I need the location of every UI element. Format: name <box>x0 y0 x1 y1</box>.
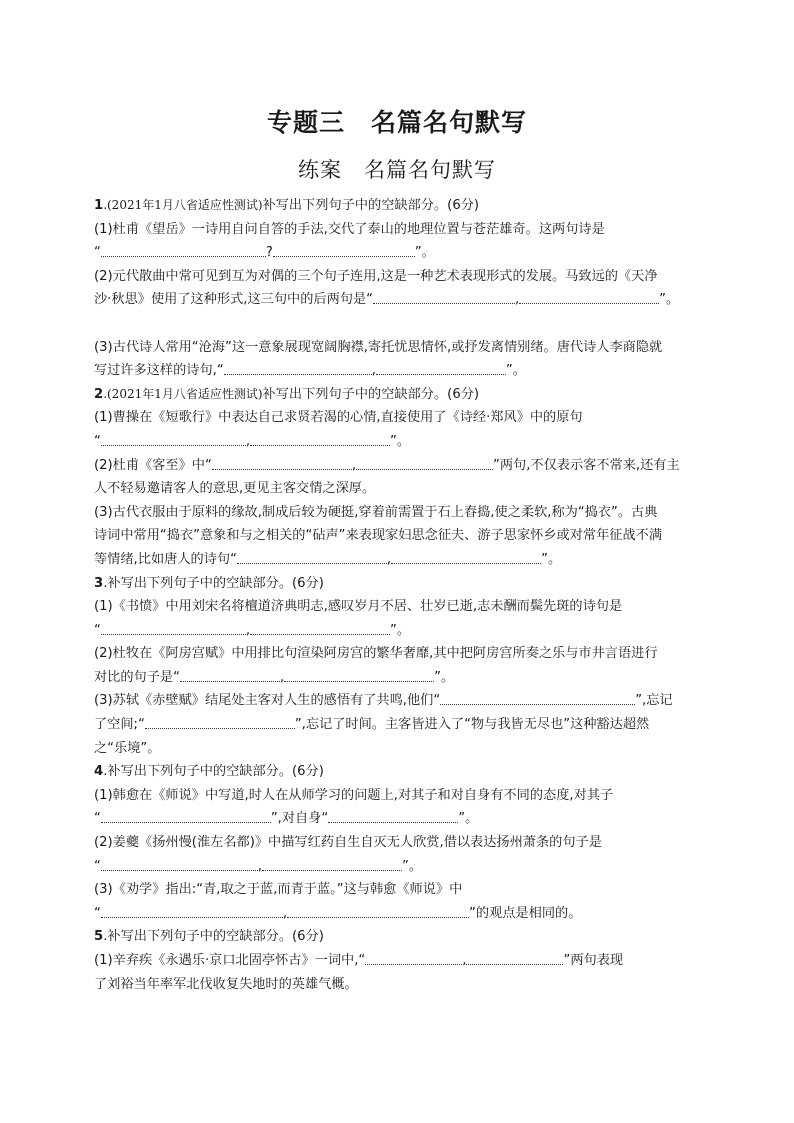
question-stem: .补写出下列句子中的空缺部分。(6分) <box>103 764 324 780</box>
answer-blank[interactable] <box>287 904 469 918</box>
punctuation: , <box>514 292 520 308</box>
answer-blank[interactable] <box>250 621 390 635</box>
quote-mark: “ <box>94 811 101 827</box>
question-text: 写过许多这样的诗句,“ <box>94 363 224 379</box>
question-text: 等情绪,比如唐人的诗句“ <box>94 551 237 567</box>
question-1-header <box>94 194 714 218</box>
question-text: ”,忘记 <box>635 693 673 709</box>
answer-blank[interactable] <box>101 432 246 446</box>
answer-blank[interactable] <box>101 857 258 871</box>
punctuation: , <box>386 551 392 567</box>
exercise-body <box>94 194 714 996</box>
question-text: 了刘裕当年率军北伐收复失地时的英雄气概。 <box>94 976 358 992</box>
answer-blank[interactable] <box>466 951 563 965</box>
answer-blank[interactable] <box>145 715 295 729</box>
punctuation: ”。 <box>659 292 680 308</box>
punctuation: ”。 <box>414 245 435 261</box>
punctuation: , <box>351 457 357 473</box>
question-text: 沙·秋思》使用了这种形式,这三句中的后两句是“ <box>94 292 373 308</box>
punctuation: ? <box>265 245 273 261</box>
question-text: (1)《书愤》中用刘宋名将檀道济典明志,感叹岁月不居、壮岁已逝,志未酬而鬓先斑的诗句是 <box>94 599 623 615</box>
answer-blank[interactable] <box>180 668 280 682</box>
page-subtitle: 练案 名篇名句默写 <box>298 158 496 182</box>
question-text: (3)苏轼《赤壁赋》结尾处主客对人生的感悟有了共鸣,他们“ <box>94 693 441 709</box>
question-number: 1 <box>94 198 104 213</box>
punctuation: , <box>279 669 285 685</box>
punctuation: ”。 <box>541 551 562 567</box>
answer-blank[interactable] <box>273 243 415 257</box>
question-stem: .补写出下列句子中的空缺部分。(6分) <box>103 575 324 591</box>
answer-blank[interactable] <box>284 668 434 682</box>
page-title: 专题三 名篇名句默写 <box>266 108 527 137</box>
question-text: (1)韩愈在《师说》中写道,时人在从师学习的问题上,对其子和对自身有不同的态度,对其子 <box>94 787 614 803</box>
punctuation: ”。 <box>505 363 526 379</box>
punctuation: ”。 <box>390 433 411 449</box>
question-text: ”的观点是相同的。 <box>469 905 582 921</box>
question-4-header <box>94 760 714 784</box>
answer-blank[interactable] <box>224 361 372 375</box>
punctuation: , <box>282 905 288 921</box>
question-number: 4 <box>94 764 104 780</box>
question-2-header <box>94 383 714 407</box>
punctuation: , <box>257 858 263 874</box>
question-text: (3)《劝学》指出:“青,取之于蓝,而青于蓝。”这与韩愈《师说》中 <box>94 882 463 898</box>
question-text: (1)杜甫《望岳》一诗用自问自答的手法,交代了泰山的地理位置与苍茫雄奇。这两句诗是 <box>94 221 605 237</box>
answer-blank[interactable] <box>391 550 541 564</box>
question-text: ”两句,不仅表示客不常来,还有主 <box>493 457 680 473</box>
question-source: .(2021年1月八省适应性测试) <box>103 386 263 401</box>
punctuation: ”。 <box>458 811 479 827</box>
punctuation: , <box>371 363 376 379</box>
question-text: (3)古代衣服由于原料的缘故,制成后较为硬挺,穿着前需置于石上舂捣,使之柔软,称为“捣衣”。古典 <box>94 504 658 520</box>
question-stem: .补写出下列句子中的空缺部分。(6分) <box>103 929 324 945</box>
punctuation: ”。 <box>402 858 423 874</box>
question-number: 5 <box>94 929 104 945</box>
answer-blank[interactable] <box>440 691 635 705</box>
punctuation: ”。 <box>390 622 411 638</box>
question-text: (2)杜甫《客至》中“ <box>94 457 212 473</box>
question-stem: 补写出下列句子中的空缺部分。(6分) <box>262 198 480 213</box>
punctuation: , <box>245 622 251 638</box>
question-text: ”,忘记了时间。主客皆进入了“物与我皆无尽也”这种豁达超然 <box>294 717 650 733</box>
question-source: .(2021年1月八省适应性测试) <box>103 198 263 212</box>
answer-blank[interactable] <box>212 456 352 470</box>
answer-blank[interactable] <box>519 290 659 304</box>
answer-blank[interactable] <box>101 904 283 918</box>
question-3-header <box>94 572 714 596</box>
answer-blank[interactable] <box>365 951 462 965</box>
question-5-header <box>94 925 714 949</box>
question-text: (2)元代散曲中常可见到互为对偶的三个句子连用,这是一种艺术表现形式的发展。马致远的《天净 <box>94 268 658 284</box>
answer-blank[interactable] <box>356 456 493 470</box>
question-text: 诗词中常用“捣衣”意象和与之相关的“砧声”来表现家妇思念征夫、游子思家怀乡或对常年征战不满 <box>94 528 663 544</box>
question-text: 对比的句子是“ <box>94 669 180 685</box>
quote-mark: “ <box>94 858 101 874</box>
answer-blank[interactable] <box>101 243 266 257</box>
punctuation: , <box>245 433 251 449</box>
question-text: ”,对自身“ <box>270 811 329 827</box>
answer-blank[interactable] <box>101 621 246 635</box>
quote-mark: “ <box>94 905 101 921</box>
answer-blank[interactable] <box>101 809 271 823</box>
answer-blank[interactable] <box>328 809 458 823</box>
question-text: 人不轻易邀请客人的意思,更见主客交情之深厚。 <box>94 481 376 497</box>
question-number: 3 <box>94 575 104 591</box>
question-number: 2 <box>94 386 104 402</box>
quote-mark: “ <box>94 433 101 449</box>
question-text: (3)古代诗人常用“沧海”这一意象展现宽阔胸襟,寄托忧思情怀,或抒发离情别绪。唐代诗人李商隐就 <box>94 339 663 355</box>
question-text: (1)曹操在《短歌行》中表达自己求贤若渴的心情,直接使用了《诗经·郑风》中的原句 <box>94 410 583 426</box>
quote-mark: “ <box>94 245 101 261</box>
answer-blank[interactable] <box>250 432 390 446</box>
quote-mark: “ <box>94 622 101 638</box>
answer-blank[interactable] <box>373 290 515 304</box>
punctuation: ”。 <box>434 669 455 685</box>
question-text: 了空间;“ <box>94 717 145 733</box>
punctuation: , <box>462 953 467 968</box>
question-stem: 补写出下列句子中的空缺部分。(6分) <box>262 386 480 402</box>
question-text: ”两句表现 <box>563 953 624 968</box>
question-text: (2)杜牧在《阿房宫赋》中用排比句渲染阿房宫的繁华奢靡,其中把阿房宫所奏之乐与市井言语进行 <box>94 646 658 662</box>
question-text: (1)辛弃疾《永遇乐·京口北固亭怀古》一词中,“ <box>94 953 366 968</box>
question-text: 之“乐境”。 <box>94 740 161 756</box>
question-text: (2)姜夔《扬州慢(淮左名都)》中描写红药自生自灭无人欣赏,借以表达扬州萧条的句子是 <box>94 835 602 851</box>
answer-blank[interactable] <box>237 550 387 564</box>
answer-blank[interactable] <box>262 857 402 871</box>
answer-blank[interactable] <box>376 361 506 375</box>
